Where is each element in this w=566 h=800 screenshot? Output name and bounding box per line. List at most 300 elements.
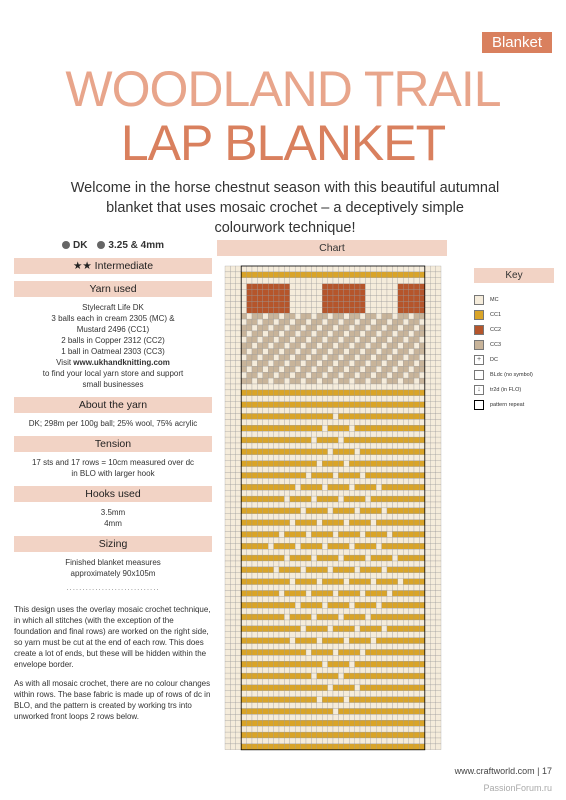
chart-cell — [290, 431, 295, 437]
chart-cell — [306, 685, 311, 691]
chart-cell — [317, 608, 322, 614]
chart-cell — [349, 478, 354, 484]
chart-cell — [230, 343, 235, 349]
chart-cell — [360, 673, 365, 679]
chart-cell — [317, 484, 322, 490]
chart-cell — [252, 296, 257, 302]
chart-cell — [290, 443, 295, 449]
chart-cell — [436, 408, 441, 414]
chart-cell — [392, 502, 397, 508]
chart-cell — [252, 331, 257, 337]
chart-cell — [403, 726, 408, 732]
chart-cell — [290, 425, 295, 431]
chart-cell — [322, 644, 327, 650]
chart-cell — [382, 325, 387, 331]
chart-cell — [365, 384, 370, 390]
chart-cell — [382, 478, 387, 484]
chart-cell — [387, 284, 392, 290]
chart-cell — [225, 537, 230, 543]
chart-cell — [419, 272, 424, 278]
chart-cell — [419, 313, 424, 319]
chart-cell — [392, 284, 397, 290]
chart-cell — [355, 638, 360, 644]
chart-cell — [311, 272, 316, 278]
chart-cell — [338, 461, 343, 467]
chart-cell — [274, 366, 279, 372]
chart-cell — [252, 313, 257, 319]
chart-cell — [225, 419, 230, 425]
chart-cell — [301, 366, 306, 372]
chart-cell — [230, 313, 235, 319]
chart-cell — [403, 608, 408, 614]
chart-cell — [236, 738, 241, 744]
chart-cell — [225, 585, 230, 591]
chart-cell — [236, 266, 241, 272]
chart-cell — [322, 567, 327, 573]
chart-cell — [274, 414, 279, 420]
chart-cell — [317, 714, 322, 720]
chart-cell — [268, 520, 273, 526]
chart-cell — [419, 614, 424, 620]
chart-cell — [295, 585, 300, 591]
chart-cell — [306, 490, 311, 496]
chart-cell — [230, 614, 235, 620]
chart-cell — [295, 679, 300, 685]
chart-cell — [436, 372, 441, 378]
chart-cell — [425, 325, 430, 331]
chart-cell — [403, 650, 408, 656]
chart-cell — [355, 673, 360, 679]
chart-cell — [409, 726, 414, 732]
chart-cell — [338, 585, 343, 591]
chart-cell — [268, 532, 273, 538]
chart-cell — [284, 325, 289, 331]
chart-cell — [247, 638, 252, 644]
chart-cell — [409, 738, 414, 744]
chart-cell — [279, 349, 284, 355]
chart-cell — [409, 467, 414, 473]
chart-cell — [403, 425, 408, 431]
chart-cell — [365, 425, 370, 431]
chart-cell — [328, 414, 333, 420]
chart-cell — [241, 372, 246, 378]
chart-cell — [263, 638, 268, 644]
chart-cell — [360, 266, 365, 272]
chart-cell — [295, 313, 300, 319]
chart-cell — [425, 632, 430, 638]
chart-cell — [225, 691, 230, 697]
chart-cell — [430, 331, 435, 337]
chart-cell — [419, 473, 424, 479]
chart-cell — [414, 667, 419, 673]
chart-cell — [230, 378, 235, 384]
chart-cell — [274, 744, 279, 750]
chart-cell — [274, 591, 279, 597]
chart-cell — [382, 650, 387, 656]
chart-cell — [398, 313, 403, 319]
chart-cell — [355, 573, 360, 579]
chart-cell — [252, 685, 257, 691]
chart-cell — [306, 313, 311, 319]
chart-cell — [360, 301, 365, 307]
chart-cell — [290, 602, 295, 608]
chart-cell — [355, 632, 360, 638]
chart-cell — [392, 644, 397, 650]
chart-cell — [236, 626, 241, 632]
chart-cell — [387, 502, 392, 508]
tension-line: 17 sts and 17 rows = 10cm measured over dc — [31, 458, 195, 467]
chart-cell — [382, 655, 387, 661]
chart-cell — [306, 537, 311, 543]
chart-cell — [306, 366, 311, 372]
chart-cell — [414, 626, 419, 632]
chart-cell — [349, 419, 354, 425]
chart-cell — [371, 478, 376, 484]
chart-cell — [252, 449, 257, 455]
chart-cell — [311, 290, 316, 296]
chart-cell — [382, 532, 387, 538]
chart-cell — [225, 313, 230, 319]
chart-cell — [436, 579, 441, 585]
chart-cell — [414, 650, 419, 656]
chart-cell — [225, 543, 230, 549]
chart-cell — [365, 290, 370, 296]
chart-cell — [403, 496, 408, 502]
chart-cell — [382, 390, 387, 396]
chart-cell — [419, 307, 424, 313]
chart-cell — [322, 396, 327, 402]
chart-cell — [371, 419, 376, 425]
chart-cell — [403, 602, 408, 608]
chart-cell — [306, 390, 311, 396]
chart-cell — [382, 632, 387, 638]
chart-cell — [430, 685, 435, 691]
chart-cell — [241, 307, 246, 313]
chart-cell — [241, 608, 246, 614]
chart-cell — [360, 290, 365, 296]
chart-cell — [247, 272, 252, 278]
chart-cell — [382, 331, 387, 337]
chart-cell — [295, 484, 300, 490]
chart-cell — [268, 296, 273, 302]
chart-cell — [392, 419, 397, 425]
chart-cell — [241, 567, 246, 573]
chart-cell — [387, 384, 392, 390]
chart-cell — [279, 543, 284, 549]
chart-cell — [284, 679, 289, 685]
chart-cell — [301, 437, 306, 443]
chart-cell — [268, 496, 273, 502]
chart-cell — [274, 484, 279, 490]
chart-cell — [392, 390, 397, 396]
chart-cell — [268, 526, 273, 532]
chart-cell — [436, 691, 441, 697]
chart-cell — [419, 602, 424, 608]
chart-cell — [252, 467, 257, 473]
chart-cell — [403, 396, 408, 402]
chart-cell — [371, 543, 376, 549]
chart-cell — [311, 608, 316, 614]
chart-cell — [290, 502, 295, 508]
chart-cell — [279, 608, 284, 614]
chart-cell — [425, 496, 430, 502]
chart-cell — [306, 473, 311, 479]
chart-cell — [322, 449, 327, 455]
chart-cell — [322, 549, 327, 555]
chart-cell — [263, 272, 268, 278]
chart-cell — [387, 402, 392, 408]
chart-cell — [392, 478, 397, 484]
chart-cell — [268, 614, 273, 620]
chart-cell — [284, 738, 289, 744]
chart-cell — [360, 555, 365, 561]
chart-cell — [268, 555, 273, 561]
chart-cell — [365, 679, 370, 685]
chart-cell — [252, 709, 257, 715]
chart-cell — [344, 443, 349, 449]
chart-cell — [365, 343, 370, 349]
chart-cell — [436, 437, 441, 443]
chart-cell — [349, 585, 354, 591]
chart-cell — [252, 620, 257, 626]
chart-cell — [284, 337, 289, 343]
chart-cell — [322, 608, 327, 614]
chart-cell — [252, 514, 257, 520]
chart-cell — [398, 337, 403, 343]
chart-cell — [436, 360, 441, 366]
chart-cell — [419, 744, 424, 750]
chart-cell — [430, 608, 435, 614]
chart-cell — [252, 661, 257, 667]
chart-cell — [414, 673, 419, 679]
chart-cell — [322, 378, 327, 384]
chart-cell — [419, 549, 424, 555]
chart-cell — [344, 461, 349, 467]
chart-cell — [230, 520, 235, 526]
chart-cell — [241, 543, 246, 549]
chart-cell — [430, 520, 435, 526]
chart-cell — [365, 331, 370, 337]
chart-cell — [355, 650, 360, 656]
chart-cell — [403, 679, 408, 685]
chart-cell — [430, 414, 435, 420]
chart-cell — [436, 284, 441, 290]
chart-cell — [252, 655, 257, 661]
chart-cell — [328, 266, 333, 272]
chart-cell — [403, 437, 408, 443]
chart-cell — [247, 484, 252, 490]
chart-cell — [295, 396, 300, 402]
chart-cell — [284, 709, 289, 715]
chart-cell — [225, 331, 230, 337]
chart-cell — [338, 526, 343, 532]
chart-cell — [430, 301, 435, 307]
chart-cell — [311, 425, 316, 431]
chart-cell — [241, 720, 246, 726]
chart-cell — [247, 596, 252, 602]
chart-cell — [376, 290, 381, 296]
chart-cell — [236, 691, 241, 697]
chart-cell — [284, 484, 289, 490]
chart-cell — [430, 596, 435, 602]
chart-cell — [317, 638, 322, 644]
chart-cell — [328, 561, 333, 567]
chart-cell — [371, 514, 376, 520]
chart-cell — [225, 266, 230, 272]
chart-cell — [236, 632, 241, 638]
chart-cell — [414, 685, 419, 691]
chart-cell — [403, 484, 408, 490]
chart-cell — [430, 591, 435, 597]
chart-cell — [274, 685, 279, 691]
chart-cell — [387, 573, 392, 579]
chart-cell — [376, 325, 381, 331]
chart-cell — [398, 691, 403, 697]
chart-cell — [355, 313, 360, 319]
chart-cell — [301, 632, 306, 638]
chart-cell — [322, 726, 327, 732]
chart-cell — [274, 313, 279, 319]
chart-cell — [311, 579, 316, 585]
chart-cell — [284, 632, 289, 638]
chart-cell — [279, 585, 284, 591]
chart-cell — [311, 691, 316, 697]
chart-cell — [311, 325, 316, 331]
chart-cell — [430, 337, 435, 343]
chart-cell — [333, 337, 338, 343]
chart-cell — [311, 390, 316, 396]
chart-cell — [311, 414, 316, 420]
chart-cell — [252, 402, 257, 408]
chart-cell — [349, 496, 354, 502]
chart-cell — [236, 679, 241, 685]
chart-cell — [382, 549, 387, 555]
chart-cell — [306, 744, 311, 750]
chart-cell — [295, 349, 300, 355]
key-swatch — [474, 310, 484, 320]
chart-cell — [382, 514, 387, 520]
chart-cell — [317, 390, 322, 396]
chart-cell — [365, 602, 370, 608]
chart-cell — [284, 602, 289, 608]
chart-cell — [365, 461, 370, 467]
chart-cell — [398, 655, 403, 661]
chart-cell — [371, 726, 376, 732]
chart-cell — [225, 343, 230, 349]
chart-cell — [387, 685, 392, 691]
chart-cell — [225, 461, 230, 467]
chart-cell — [419, 337, 424, 343]
yarn-url[interactable]: www.ukhandknitting.com — [73, 358, 170, 367]
chart-cell — [252, 543, 257, 549]
chart-cell — [392, 355, 397, 361]
chart-cell — [382, 337, 387, 343]
chart-cell — [419, 679, 424, 685]
chart-cell — [376, 709, 381, 715]
yarn-line: Stylecraft Life DK — [82, 303, 144, 312]
key-item — [474, 370, 554, 380]
chart-cell — [355, 738, 360, 744]
chart-cell — [349, 301, 354, 307]
chart-cell — [425, 720, 430, 726]
chart-cell — [382, 614, 387, 620]
chart-cell — [355, 543, 360, 549]
chart-cell — [306, 526, 311, 532]
chart-cell — [241, 667, 246, 673]
chart-cell — [284, 301, 289, 307]
chart-cell — [317, 455, 322, 461]
chart-cell — [414, 632, 419, 638]
chart-cell — [360, 307, 365, 313]
chart-cell — [409, 496, 414, 502]
chart-cell — [333, 319, 338, 325]
chart-cell — [414, 272, 419, 278]
chart-cell — [409, 396, 414, 402]
chart-cell — [387, 667, 392, 673]
chart-cell — [376, 520, 381, 526]
chart-cell — [398, 408, 403, 414]
chart-cell — [333, 703, 338, 709]
chart-cell — [274, 461, 279, 467]
chart-cell — [414, 596, 419, 602]
chart-cell — [317, 343, 322, 349]
chart-cell — [344, 573, 349, 579]
chart-cell — [268, 714, 273, 720]
chart-cell — [371, 720, 376, 726]
chart-cell — [349, 425, 354, 431]
chart-cell — [344, 484, 349, 490]
chart-cell — [436, 266, 441, 272]
chart-cell — [333, 301, 338, 307]
chart-cell — [268, 602, 273, 608]
chart-cell — [328, 278, 333, 284]
chart-cell — [247, 644, 252, 650]
chart-cell — [263, 655, 268, 661]
chart-cell — [317, 473, 322, 479]
chart-cell — [301, 602, 306, 608]
chart-cell — [230, 296, 235, 302]
chart-cell — [279, 644, 284, 650]
chart-cell — [301, 414, 306, 420]
chart-cell — [355, 390, 360, 396]
chart-cell — [344, 473, 349, 479]
chart-cell — [436, 502, 441, 508]
tension-line: in BLO with larger hook — [71, 469, 155, 478]
chart-cell — [263, 591, 268, 597]
chart-cell — [376, 526, 381, 532]
chart-cell — [295, 360, 300, 366]
chart-cell — [274, 455, 279, 461]
chart-cell — [257, 714, 262, 720]
chart-cell — [409, 714, 414, 720]
chart-cell — [387, 543, 392, 549]
chart-cell — [403, 744, 408, 750]
chart-cell — [241, 526, 246, 532]
chart-cell — [376, 744, 381, 750]
chart-cell — [398, 608, 403, 614]
chart-cell — [322, 579, 327, 585]
chart-cell — [403, 732, 408, 738]
chart-cell — [225, 384, 230, 390]
chart-cell — [436, 378, 441, 384]
chart-cell — [338, 278, 343, 284]
chart-cell — [306, 608, 311, 614]
chart-cell — [274, 496, 279, 502]
chart-cell — [290, 526, 295, 532]
chart-cell — [306, 431, 311, 437]
chart-cell — [338, 402, 343, 408]
chart-cell — [268, 366, 273, 372]
